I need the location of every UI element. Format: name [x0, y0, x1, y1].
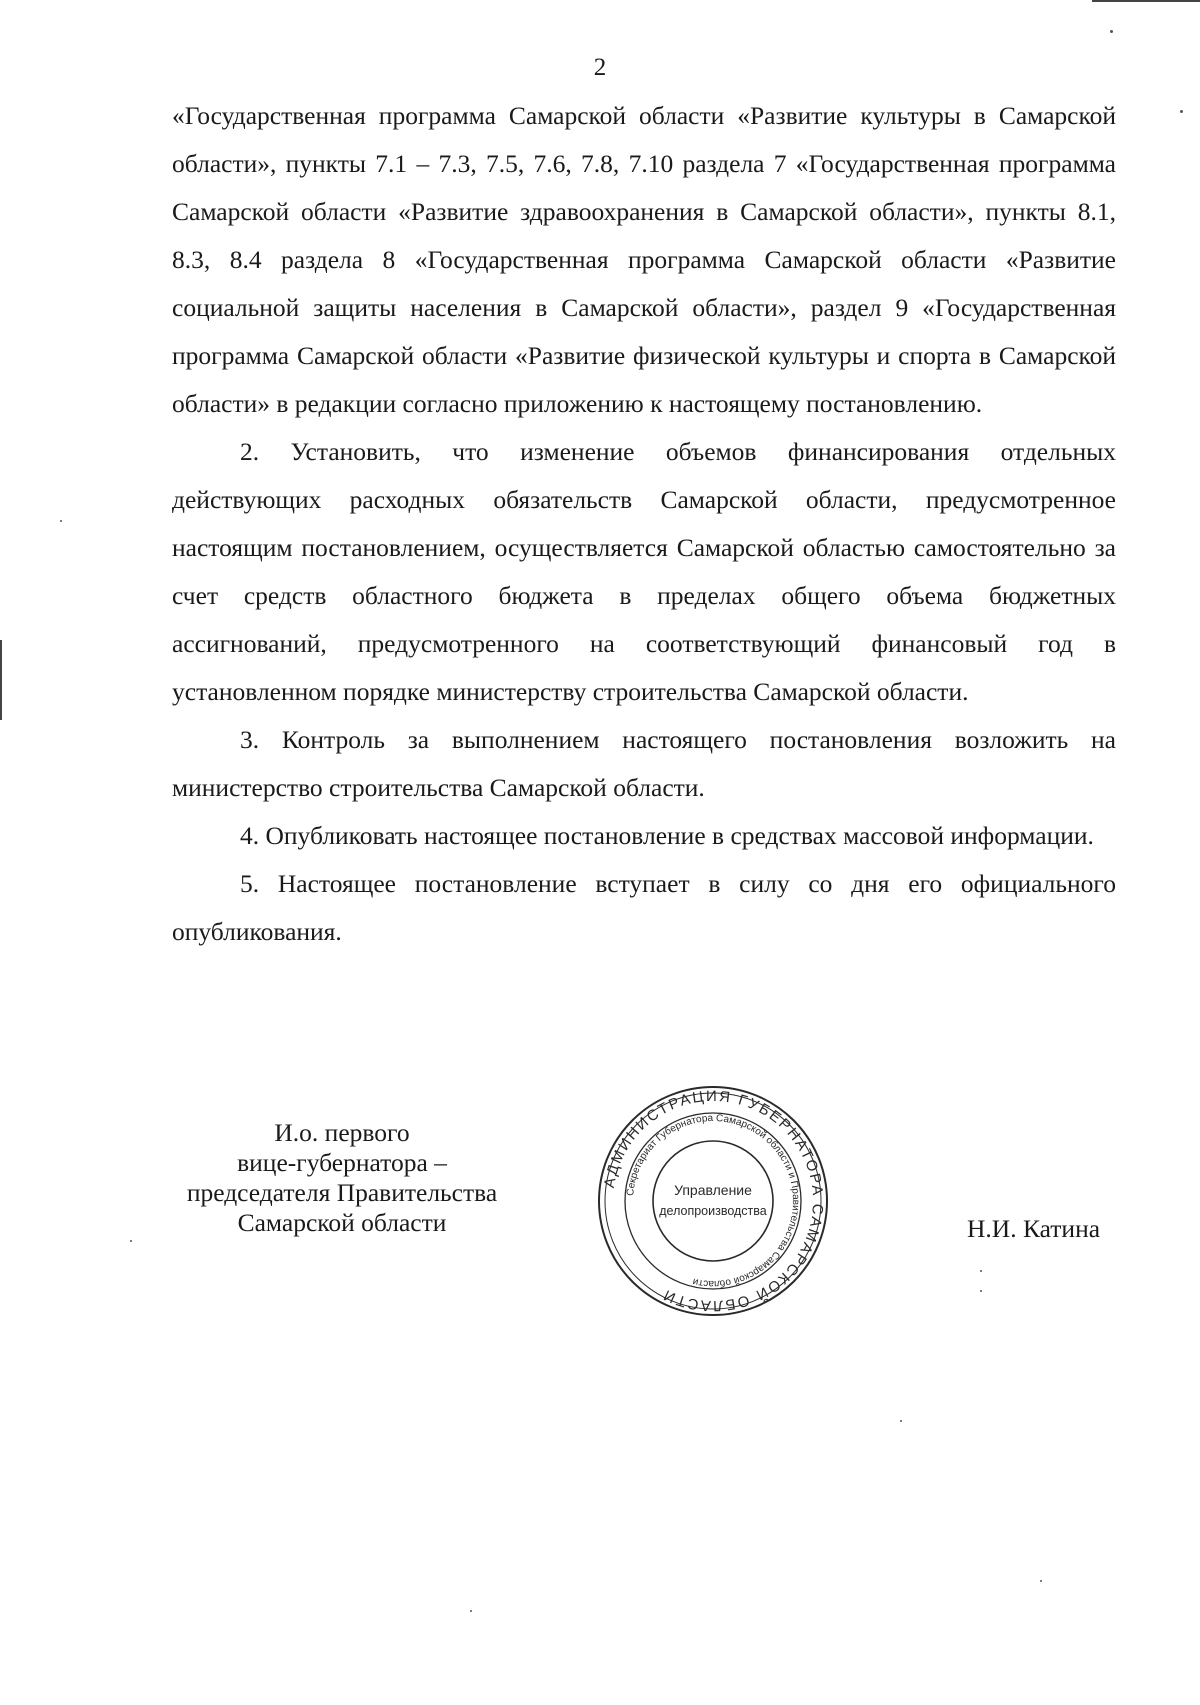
- scan-speck: [60, 520, 62, 522]
- scan-speck: [1180, 110, 1183, 113]
- paragraph-2: 2. Установить, что изменение объемов финансирования отдельных действующих расходных обязательств Самарской области, предусмотренное настоящим постановлением, осуществляется Самарской областью самостоятельно за счет средств областного бюджета в пределах общего объема бюджетных ассигнований, предусмотренного на соответствующий финансовый год в установленном порядке министерству строительства Самарской области.: [172, 437, 1116, 706]
- scan-speck: [470, 1610, 472, 1612]
- scan-speck: [900, 1420, 902, 1422]
- signer-title-line: вице-губернатора –: [237, 1148, 447, 1177]
- document-body: [172, 92, 1116, 956]
- page-number: 2: [593, 54, 607, 81]
- official-seal: [595, 1083, 831, 1319]
- scan-edge-mark: [0, 640, 2, 720]
- scan-speck: [1040, 1580, 1042, 1582]
- signer-title: [172, 1118, 512, 1238]
- signer-title-line: И.о. первого: [274, 1118, 410, 1147]
- signer-title-line: Самарской области: [237, 1208, 447, 1237]
- seal-center-line-1: Управление: [674, 1182, 752, 1198]
- scan-speck: [1110, 30, 1113, 33]
- paragraph-5: 5. Настоящее постановление вступает в силу со дня его официального опубликования.: [172, 869, 1116, 946]
- paragraph-4: 4. Опубликовать настоящее постановление в средствах массовой информации.: [240, 821, 1094, 850]
- seal-outer-text: АДМИНИСТРАЦИЯ ГУБЕРНАТОРА САМАРСКОЙ ОБЛАСТИ: [600, 1087, 827, 1315]
- signer-title-line: председателя Правительства: [186, 1178, 498, 1207]
- scan-edge-mark: [1092, 0, 1200, 2]
- paragraph-1-continuation: «Государственная программа Самарской области «Развитие культуры в Самарской области», пункты 7.1 – 7.3, 7.5, 7.6, 7.8, 7.10 раздела 7 «Государственная программа Самарской области «Развитие здравоохранения в Самарской области», пункты 8.1, 8.3, 8.4 раздела 8 «Государственная программа Самарской области «Развитие социальной защиты населения в Самарской области», раздел 9 «Государственная программа Самарской области «Развитие физической культуры и спорта в Самарской области» в редакции согласно приложению к настоящему постановлению.: [172, 101, 1116, 418]
- seal-inner-text: Секретариат Губернатора Самарской области и Правительства Самарской области: [625, 1112, 802, 1290]
- seal-inner-ring: [653, 1141, 773, 1261]
- seal-center-line-2: делопроизводства: [659, 1204, 767, 1218]
- paragraph-3: 3. Контроль за выполнением настоящего постановления возложить на министерство строительства Самарской области.: [172, 725, 1116, 802]
- scan-speck: [130, 1240, 132, 1242]
- scan-speck: [980, 1290, 982, 1292]
- scan-speck: [980, 1270, 982, 1272]
- signer-name: Н.И. Катина: [967, 1214, 1101, 1243]
